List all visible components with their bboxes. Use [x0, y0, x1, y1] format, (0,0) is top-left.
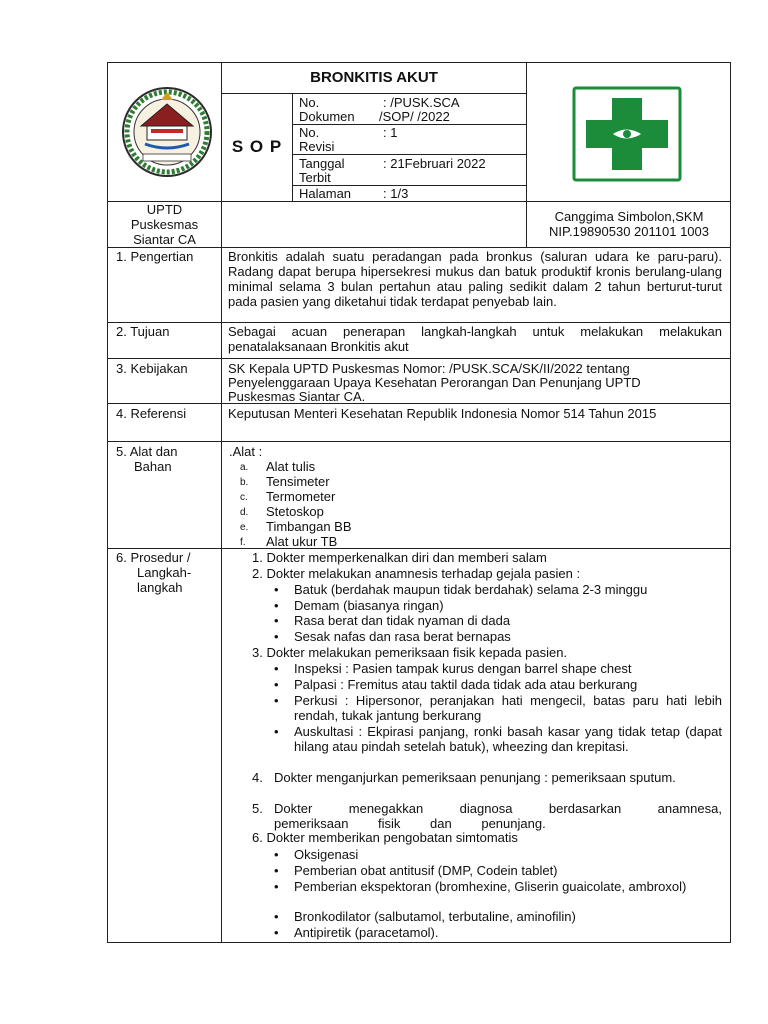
bullet-item: • Pemberian obat antitusif (DMP, Codein tablet) — [294, 863, 694, 878]
line-s2 — [107, 322, 731, 323]
label-prosedur-1: 6. Prosedur / — [116, 550, 191, 565]
alat-marker: e. — [240, 522, 249, 533]
line-s1 — [107, 247, 731, 248]
alat-marker: c. — [240, 492, 248, 503]
meta-value-halaman: : 1/3 — [383, 186, 409, 201]
bullet-item: • Auskultasi : Ekpirasi panjang, ronki basah kasar yang tidak tetap (dapat hilang atau pindah setelah batuk), wheezing dan krepitasi. — [294, 724, 722, 754]
meta-label-dokumen: Dokumen — [299, 109, 355, 124]
step-5: Dokter menegakkan diagnosa berdasarkan anamnesa, pemeriksaan fisik dan penunjang. — [274, 801, 722, 831]
label-prosedur-3: langkah — [137, 580, 183, 595]
bullet-item: • Pemberian ekspektoran (bromhexine, Gliserin guaicolate, ambroxol) — [294, 879, 694, 894]
text-referensi: Keputusan Menteri Kesehatan Republik Indonesia Nomor 514 Tahun 2015 — [228, 406, 657, 421]
alat-marker: d. — [240, 507, 249, 518]
step-6: 6. Dokter memberikan pengobatan simtomatis — [252, 830, 518, 845]
text-kebijakan-2: Penyelenggaraan Upaya Kesehatan Perorangan Dan Penunjang UPTD — [228, 375, 641, 390]
bullet-item: • Sesak nafas dan rasa berat bernapas — [294, 629, 722, 644]
step-4-number: 4. — [252, 770, 263, 785]
puskesmas-cross-logo — [572, 86, 682, 182]
meta-label-revisi: Revisi — [299, 139, 335, 154]
bullet-item: • Antipiretik (paracetamol). — [294, 925, 694, 940]
signer-nip: NIP.19890530 201101 1003 — [548, 224, 709, 239]
line-meta1 — [292, 124, 526, 125]
meta-label-halaman: Halaman — [299, 186, 352, 201]
line-meta2 — [292, 154, 526, 155]
meta-value-dok2: /SOP/ /2022 — [379, 109, 450, 124]
line-s6 — [107, 548, 731, 549]
line-s4 — [107, 403, 731, 404]
step-1: 1. Dokter memperkenalkan diri dan memberi salam — [252, 550, 547, 565]
bullet-item: • Demam (biasanya ringan) — [294, 598, 722, 613]
org-line-1: UPTD — [146, 202, 183, 217]
label-alat-2: Bahan — [134, 459, 172, 474]
text-pengertian: Bronkitis adalah suatu peradangan pada bronkus (saluran udara ke paru-paru). Radang dapat berupa hipersekresi mukus dan batuk produktif kronis berulang-ulang minimal selama 3 bulan pertahun atau paling sedikit dalam 2 tahun berturut-turut pada pasien yang diketahui tidak terdapat penyebab lain. — [228, 249, 722, 309]
alat-marker: b. — [240, 477, 249, 488]
line-s3 — [107, 358, 731, 359]
step-3: 3. Dokter melakukan pemeriksaan fisik kepada pasien. — [252, 645, 568, 660]
bullet-item: • Batuk (berdahak maupun tidak berdahak) selama 2-3 minggu — [294, 582, 722, 597]
meta-value-tanggal: : 21Februari 2022 — [383, 156, 486, 171]
bullet-item: • Bronkodilator (salbutamol, terbutaline, aminofilin) — [294, 909, 694, 924]
line-s5 — [107, 441, 731, 442]
document-title: BRONKITIS AKUT — [310, 69, 438, 86]
sop-label: S O P — [231, 137, 283, 156]
label-kebijakan: 3. Kebijakan — [116, 361, 188, 376]
alat-intro: .Alat : — [229, 444, 263, 459]
meta-label-terbit: Terbit — [299, 170, 331, 185]
alat-item: Alat tulis — [266, 459, 316, 474]
line-title — [221, 93, 526, 94]
bullet-item: • Inspeksi : Pasien tampak kurus dengan barrel shape chest — [294, 661, 722, 676]
alat-marker: f. — [240, 537, 246, 548]
meta-label-no-dok: No. — [299, 95, 320, 110]
step-4: Dokter menganjurkan pemeriksaan penunjang : pemeriksaan sputum. — [274, 770, 676, 785]
label-referensi: 4. Referensi — [116, 406, 187, 421]
org-line-3: Siantar CA — [133, 232, 196, 247]
alat-item: Alat ukur TB — [266, 534, 338, 549]
text-tujuan: Sebagai acuan penerapan langkah-langkah untuk melakukan melakukan penatalaksanaan Bronkitis akut — [228, 324, 722, 354]
meta-value-rev: : 1 — [383, 125, 398, 140]
step-2: 2. Dokter melakukan anamnesis terhadap gejala pasien : — [252, 566, 581, 581]
alat-item: Tensimeter — [266, 474, 330, 489]
text-kebijakan-1: SK Kepala UPTD Puskesmas Nomor: /PUSK.SCA/SK/II/2022 tentang — [228, 361, 630, 376]
alat-item: Termometer — [266, 489, 336, 504]
alat-item: Stetoskop — [266, 504, 324, 519]
label-tujuan: 2. Tujuan — [116, 324, 170, 339]
regional-seal-logo — [121, 86, 213, 178]
label-alat-1: 5. Alat dan — [116, 444, 178, 459]
text-kebijakan-3: Puskesmas Siantar CA. — [228, 389, 366, 404]
divider-left — [221, 62, 222, 943]
meta-value-dok: : /PUSK.SCA — [383, 95, 460, 110]
bullet-item: • Palpasi : Fremitus atau taktil dada tidak ada atau berkurang — [294, 677, 722, 692]
org-line-2: Puskesmas — [130, 217, 199, 232]
meta-label-no-rev: No. — [299, 125, 320, 140]
alat-item: Timbangan BB — [266, 519, 352, 534]
step-5-number: 5. — [252, 801, 263, 816]
bullet-item: • Perkusi : Hipersonor, peranjakan hati mengecil, batas paru hati lebih rendah, tukak jantung berkurang — [294, 693, 722, 723]
signer-name: Canggima Simbolon,SKM — [554, 209, 704, 224]
alat-marker: a. — [240, 462, 249, 473]
bullet-item: • Rasa berat dan tidak nyaman di dada — [294, 613, 722, 628]
meta-label-tanggal: Tanggal — [299, 156, 345, 171]
label-pengertian: 1. Pengertian — [116, 249, 194, 264]
label-prosedur-2: Langkah- — [137, 565, 192, 580]
bullet-item: • Oksigenasi — [294, 847, 694, 862]
